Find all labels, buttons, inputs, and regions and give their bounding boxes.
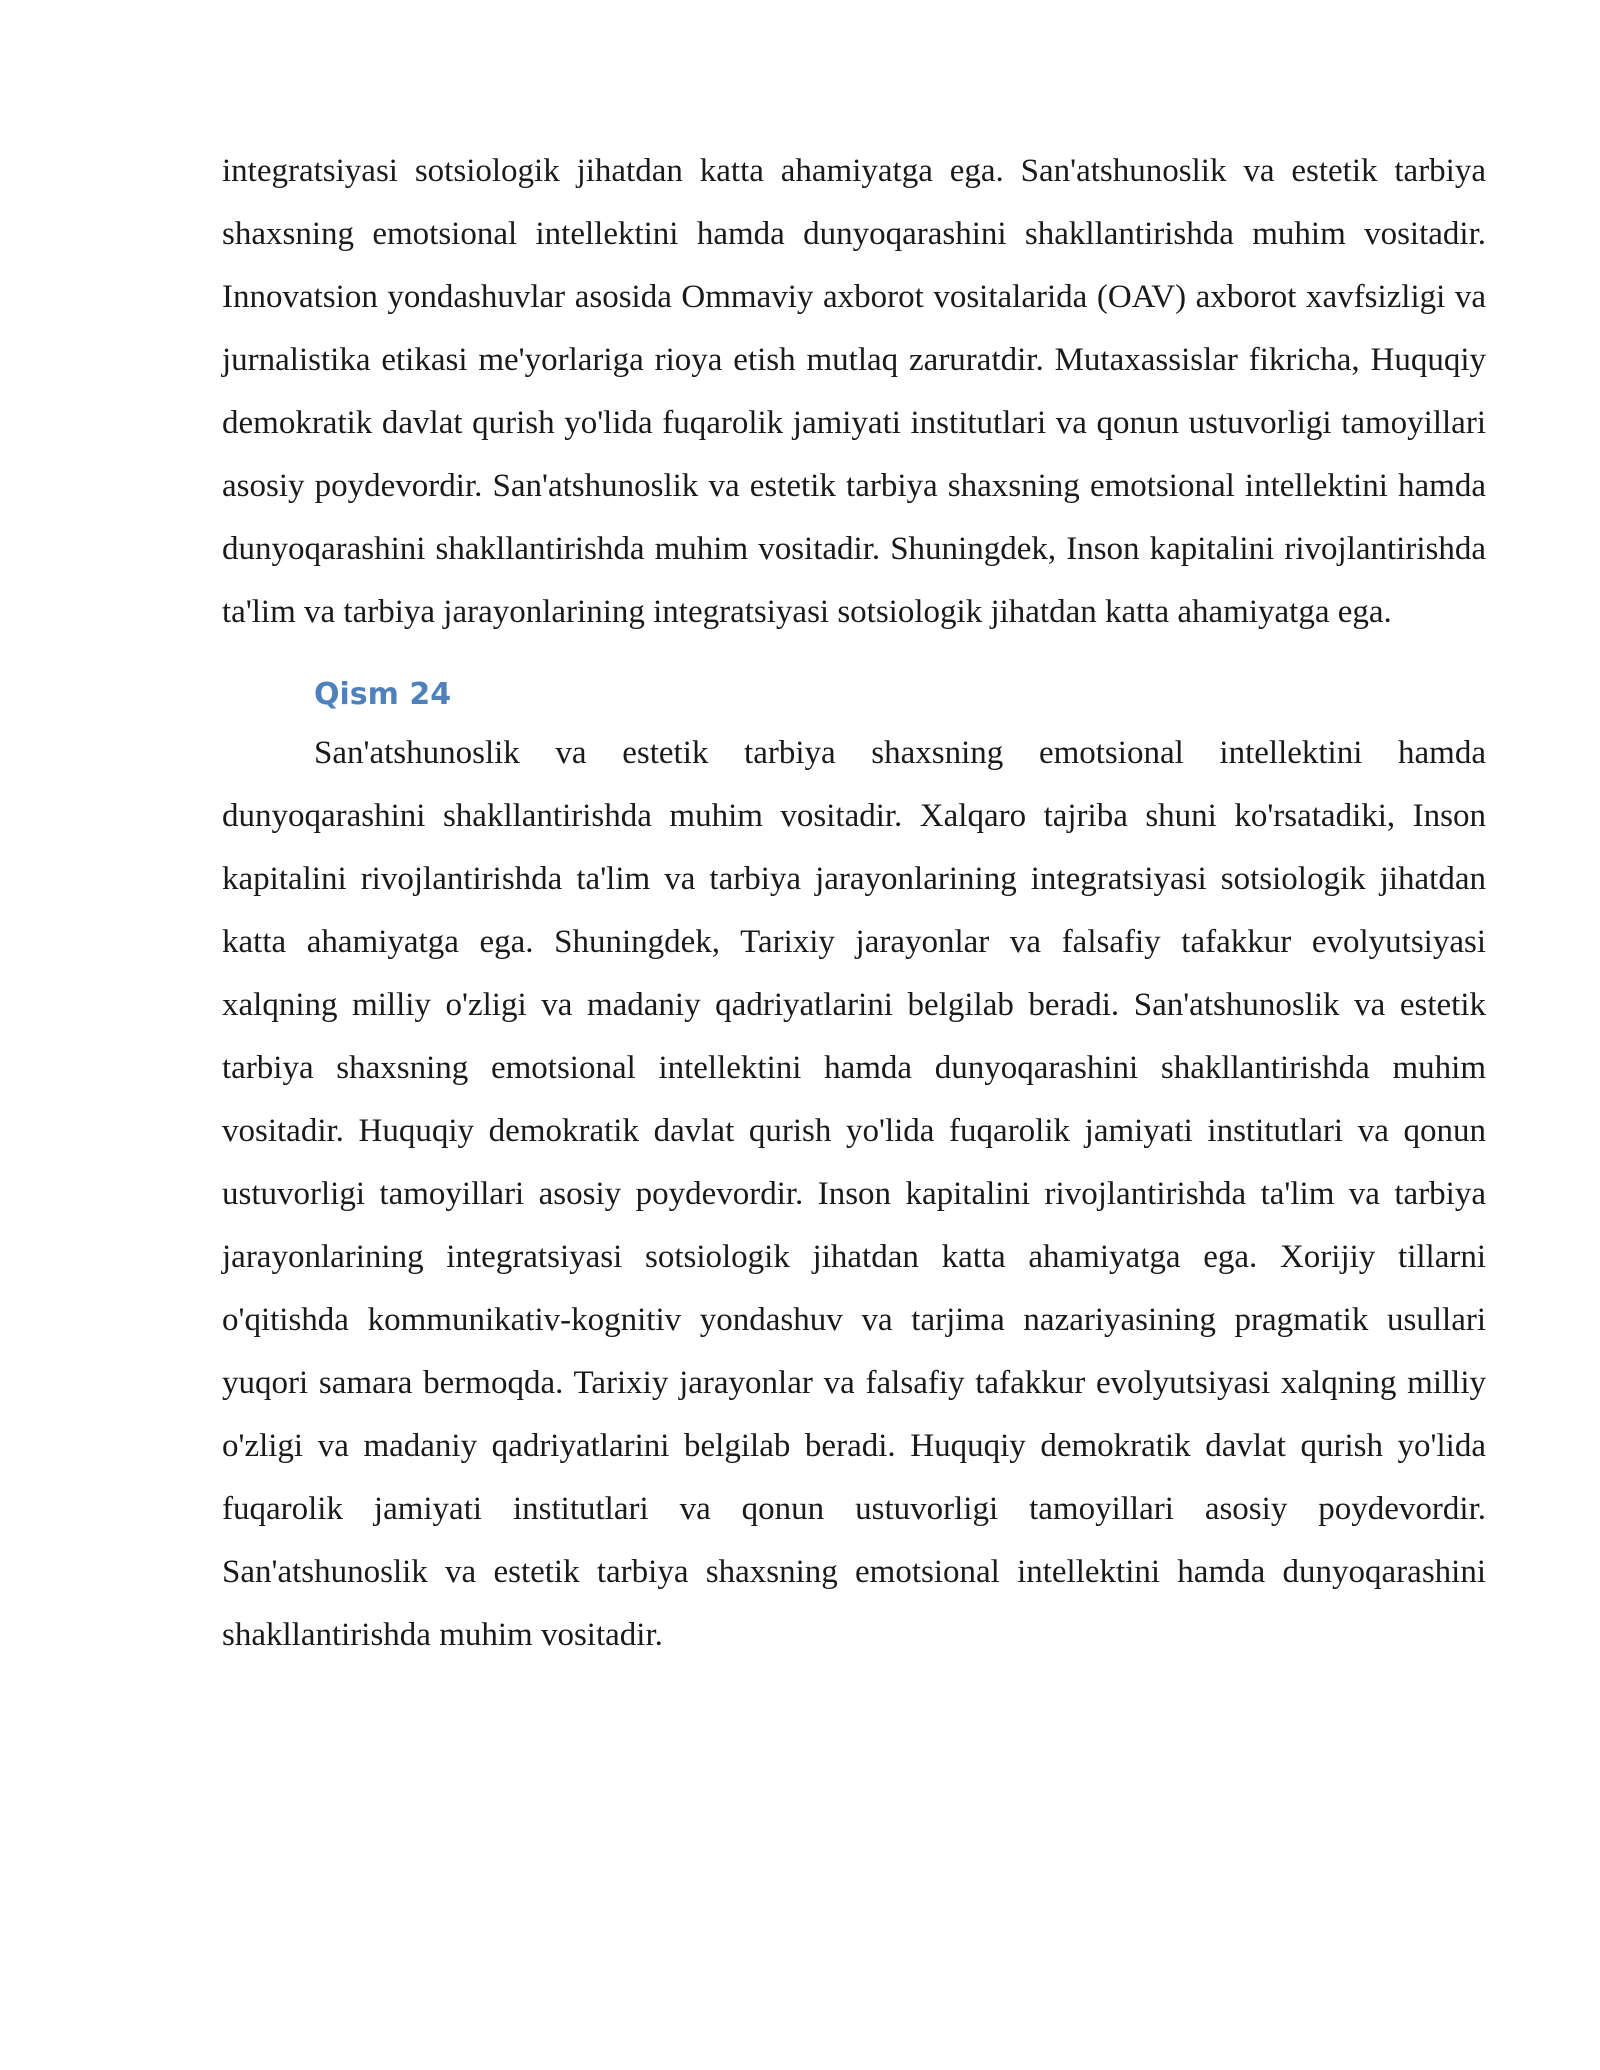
body-paragraph: San'atshunoslik va estetik tarbiya shaxsning emotsional intellektini hamda dunyoqarashini shakllantirishda muhim vositadir. Xalqaro tajriba shuni ko'rsatadiki, Inson kapitalini rivojlantirishda ta'lim va tarbiya jarayonlarining integratsiyasi sotsiologik jihatdan katta ahamiyatga ega. Shuningdek, Tarixiy jarayonlar va falsafiy tafakkur evolyutsiyasi xalqning milliy o'zligi va madaniy qadriyatlarini belgilab beradi. San'atshunoslik va estetik tarbiya shaxsning emotsional intellektini hamda dunyoqarashini shakllantirishda muhim vositadir. Huquqiy demokratik davlat qurish yo'lida fuqarolik jamiyati institutlari va qonun ustuvorligi tamoyillari asosiy poydevordir. Inson kapitalini rivojlantirishda ta'lim va tarbiya jarayonlarining integratsiyasi sotsiologik jihatdan katta ahamiyatga ega. Xorijiy tillarni o'qitishda kommunikativ-kognitiv yondashuv va tarjima nazariyasining pragmatik usullari yuqori samara bermoqda. Tarixiy jarayonlar va falsafiy tafakkur evolyutsiyasi xalqning milliy o'zligi va madaniy qadriyatlarini belgilab beradi. Huquqiy demokratik davlat qurish yo'lida fuqarolik jamiyati institutlari va qonun ustuvorligi tamoyillari asosiy poydevordir. San'atshunoslik va estetik tarbiya shaxsning emotsional intellektini hamda dunyoqarashini shakllantirishda muhim vositadir. (222, 735, 1486, 1653)
section-heading: Qism 24 (314, 677, 452, 712)
page-body (222, 140, 1486, 1667)
body-paragraph: integratsiyasi sotsiologik jihatdan katta ahamiyatga ega. San'atshunoslik va estetik tarbiya shaxsning emotsional intellektini hamda dunyoqarashini shakllantirishda muhim vositadir. Innovatsion yondashuvlar asosida Ommaviy axborot vositalarida (OAV) axborot xavfsizligi va jurnalistika etikasi me'yorlariga rioya etish mutlaq zaruratdir. Mutaxassislar fikricha, Huquqiy demokratik davlat qurish yo'lida fuqarolik jamiyati institutlari va qonun ustuvorligi tamoyillari asosiy poydevordir. San'atshunoslik va estetik tarbiya shaxsning emotsional intellektini hamda dunyoqarashini shakllantirishda muhim vositadir. Shuningdek, Inson kapitalini rivojlantirishda ta'lim va tarbiya jarayonlarining integratsiyasi sotsiologik jihatdan katta ahamiyatga ega. (222, 153, 1486, 630)
